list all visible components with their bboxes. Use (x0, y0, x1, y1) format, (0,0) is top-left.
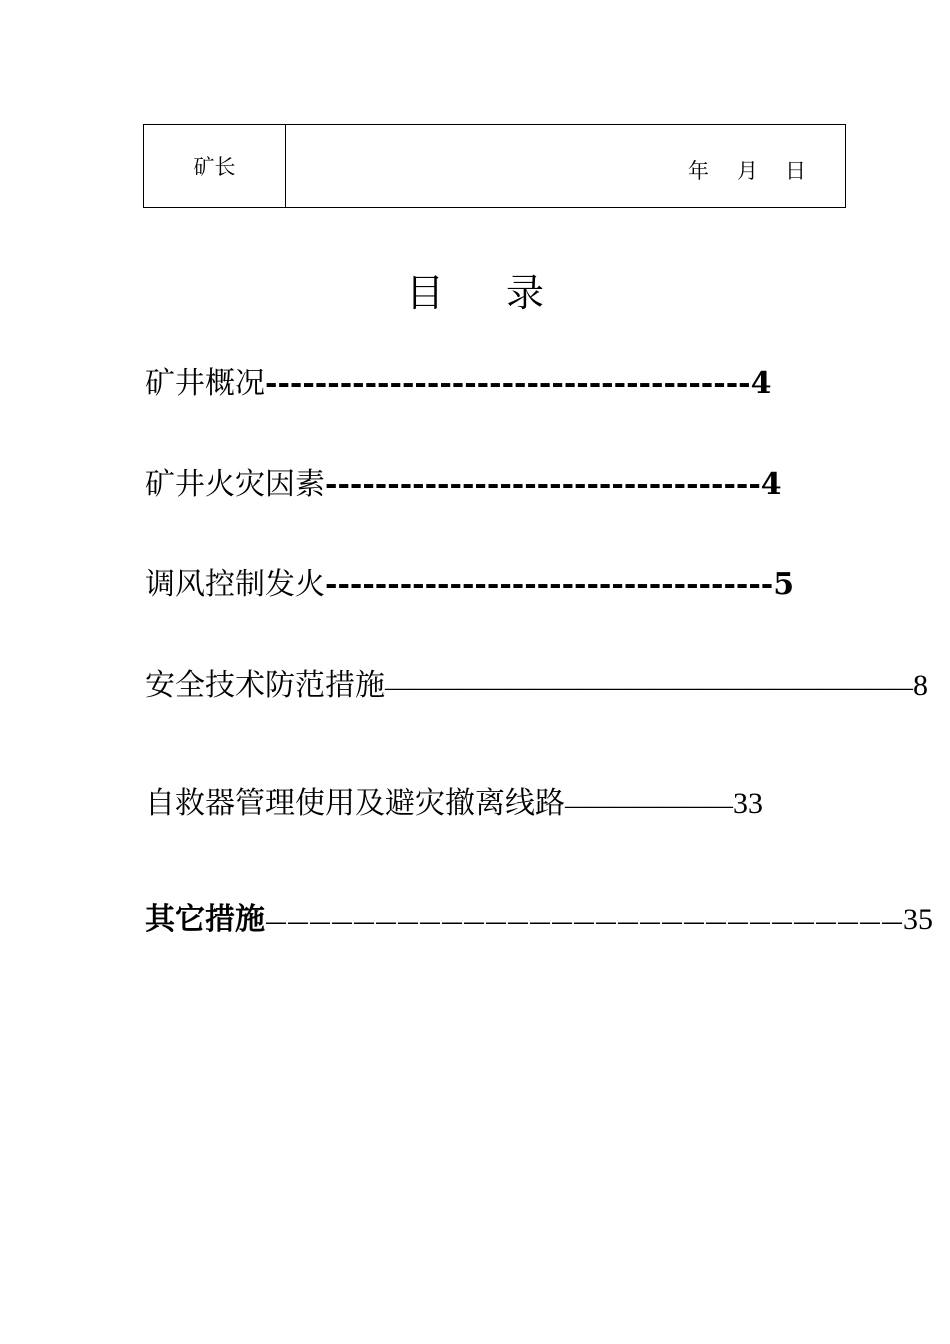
toc-entry[interactable] (145, 784, 763, 826)
toc-entry-page: 33 (733, 787, 763, 820)
toc-entry-leader: ————————————————————————————— (265, 910, 903, 935)
toc-entry[interactable] (145, 900, 933, 943)
toc-heading-right: 录 (506, 271, 545, 315)
toc-entry-title: 安全技术防范措施 (145, 668, 385, 703)
toc-entry-page: 8 (913, 669, 928, 702)
toc-entry-title: 调风控制发火 (145, 567, 325, 602)
toc-entry[interactable] (145, 565, 794, 605)
signature-table (143, 124, 846, 208)
toc-entry-leader: —————————————————————— (385, 675, 913, 701)
toc-entry-title: 矿井概况 (145, 366, 265, 401)
toc-entry[interactable] (145, 364, 771, 404)
toc-heading (0, 262, 950, 317)
toc-entry-title: 自救器管理使用及避灾撤离线路 (145, 786, 565, 821)
signature-date-cell (286, 125, 845, 207)
toc-entry-leader: --------------------------------------- (265, 366, 751, 401)
toc-entry-leader: ------------------------------------ (325, 567, 774, 602)
toc-entry-leader: ——————— (565, 793, 733, 819)
toc-entry-page: 5 (773, 567, 795, 602)
day-label: 日 (785, 159, 806, 183)
toc-entry-title: 其它措施 (145, 902, 265, 937)
toc-entry-title: 矿井火灾因素 (145, 467, 325, 502)
toc-entry-page: 35 (903, 903, 933, 936)
signature-label-cell (144, 125, 286, 207)
toc-entry[interactable] (145, 666, 928, 708)
mine-director-label: 矿长 (193, 155, 236, 179)
toc-entry-page: 4 (750, 366, 772, 401)
toc-entry-page: 4 (760, 467, 782, 502)
toc-heading-left: 目 (405, 271, 444, 315)
toc-entry[interactable] (145, 465, 782, 505)
toc-entry-leader: ----------------------------------- (325, 467, 761, 502)
year-label: 年 (688, 159, 709, 183)
month-label: 月 (737, 159, 758, 183)
